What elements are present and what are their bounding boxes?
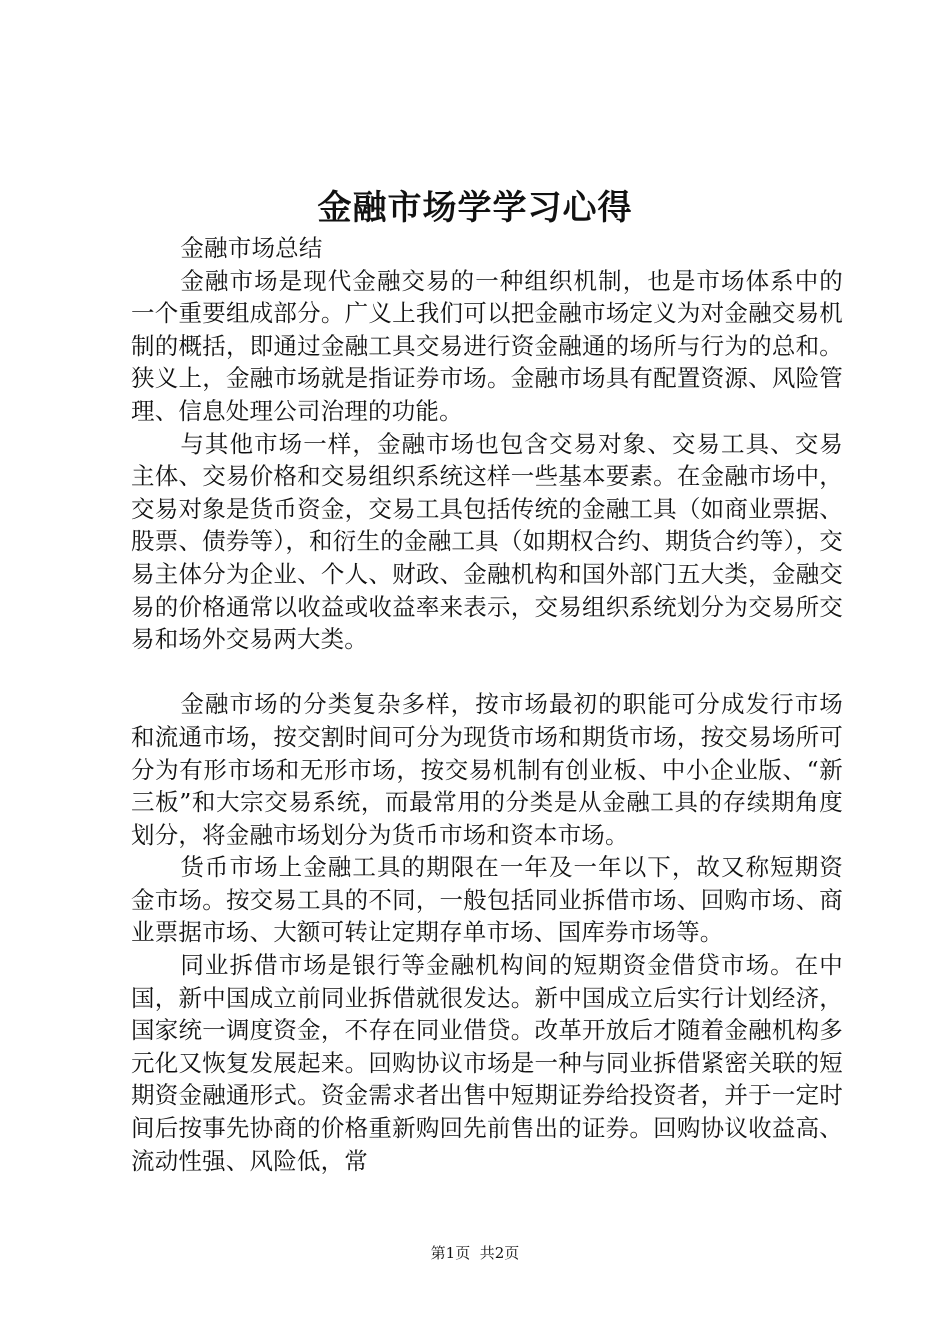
section-subtitle: 金融市场总结 — [180, 234, 323, 262]
document-body — [131, 232, 843, 1177]
paragraph-interbank-lending: 同业拆借市场是银行等金融机构间的短期资金借贷市场。在中国，新中国成立前同业拆借就很发达。新中国成立后实行计划经济，国家统一调度资金，不存在同业借贷。改革开放后才随着金融机构多元化又恢复发展起来。回购协议市场是一种与同业拆借紧密关联的短期资金融通形式。资金需求者出售中短期证券给投资者，并于一定时间后按事先协商的价格重新购回先前售出的证券。回购协议收益高、流动性强、风险低，常 — [131, 951, 843, 1175]
page-footer — [0, 1242, 950, 1264]
paragraph-elements: 与其他市场一样，金融市场也包含交易对象、交易工具、交易主体、交易价格和交易组织系统这样一些基本要素。在金融市场中，交易对象是货币资金，交易工具包括传统的金融工具（如商业票据、股票、债券等），和衍生的金融工具（如期权合约、期货合约等），交易主体分为企业、个人、财政、金融机构和国外部门五大类，金融交易的价格通常以收益或收益率来表示，交易组织系统划分为交易所交易和场外交易两大类。 — [131, 429, 843, 654]
document-title: 金融市场学学习心得 — [317, 188, 633, 228]
page-number: 第1页 — [430, 1244, 471, 1262]
paragraph-spacer — [131, 656, 843, 689]
page-total: 共2页 — [479, 1244, 520, 1262]
paragraph-classification: 金融市场的分类复杂多样，按市场最初的职能可分成发行市场和流通市场，按交割时间可分为现货市场和期货市场，按交易场所可分为有形市场和无形市场，按交易机制有创业板、中小企业版、“新三板”和大宗交易系统，而最常用的分类是从金融工具的存续期角度划分，将金融市场划分为货币市场和资本市场。 — [131, 690, 843, 849]
paragraph-money-market: 货币市场上金融工具的期限在一年及一年以下，故又称短期资金市场。按交易工具的不同，一般包括同业拆借市场、回购市场、商业票据市场、大额可转让定期存单市场、国库券市场等。 — [131, 853, 843, 947]
paragraph-definition: 金融市场是现代金融交易的一种组织机制，也是市场体系中的一个重要组成部分。广义上我们可以把金融市场定义为对金融交易机制的概括，即通过金融工具交易进行资金融通的场所与行为的总和。狭义上，金融市场就是指证券市场。金融市场具有配置资源、风险管理、信息处理公司治理的功能。 — [131, 266, 843, 425]
